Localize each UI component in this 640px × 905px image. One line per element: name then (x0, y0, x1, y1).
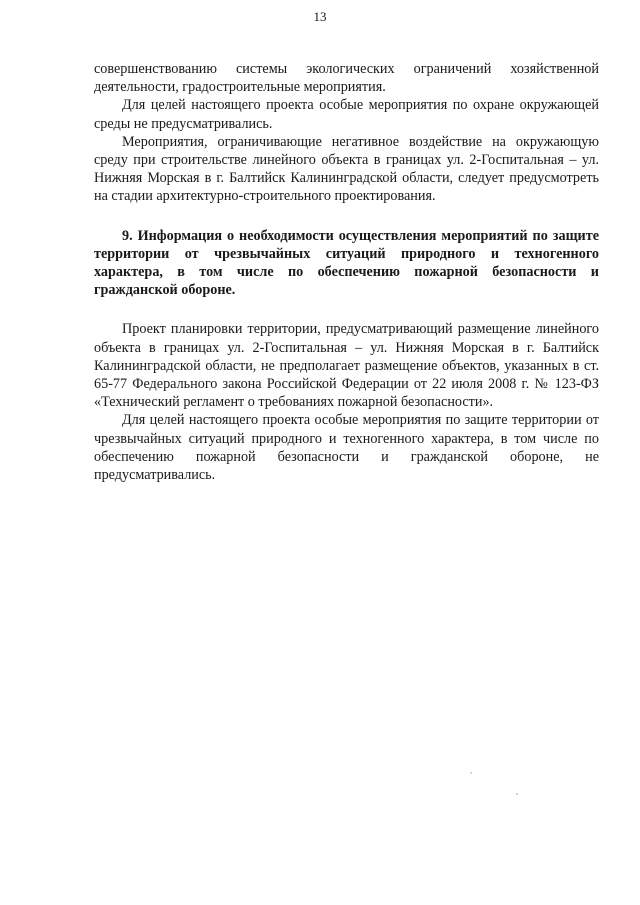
paragraph-emergency-measures: Для целей настоящего проекта особые мероприятия по защите территории от чрезвычайных ситуаций природного и техногенного характера, в том числе по обеспечению пожарной безопасности и гражданской обороне, не предусматривались. (94, 412, 599, 484)
page-content (94, 60, 599, 484)
section-9-heading: 9. Информация о необходимости осуществления мероприятий по защите территории от чрезвычайных ситуаций природного и техногенного характера, в том числе по обеспечению пожарной безопасности и гражданской обороне. (94, 227, 599, 299)
page-number: 13 (313, 9, 327, 24)
paragraph-environment-measures: Для целей настоящего проекта особые мероприятия по охране окружающей среды не предусматривались. (94, 97, 599, 132)
paragraph-planning-project: Проект планировки территории, предусматривающий размещение линейного объекта в границах ул. 2-Госпитальная – ул. Нижняя Морская в г. Балтийск Калининградской области, не предполагает размещение объектов, указанных в ст. 65-77 Федерального закона Российской Федерации от 22 июля 2008 г. № 123-ФЗ «Технический регламент о требованиях пожарной безопасности». (94, 321, 599, 411)
scan-speck (516, 793, 518, 795)
scan-speck (470, 772, 472, 774)
paragraph-continuation: совершенствованию системы экологических ограничений хозяйственной деятельности, градостроительные мероприятия. (94, 61, 599, 96)
paragraph-negative-impact: Мероприятия, ограничивающие негативное воздействие на окружающую среду при строительстве линейного объекта в границах ул. 2-Госпитальная – ул. Нижняя Морская в г. Балтийск Калининградской области, следует предусмотреть на стадии архитектурно-строительного проектирования. (94, 133, 599, 205)
